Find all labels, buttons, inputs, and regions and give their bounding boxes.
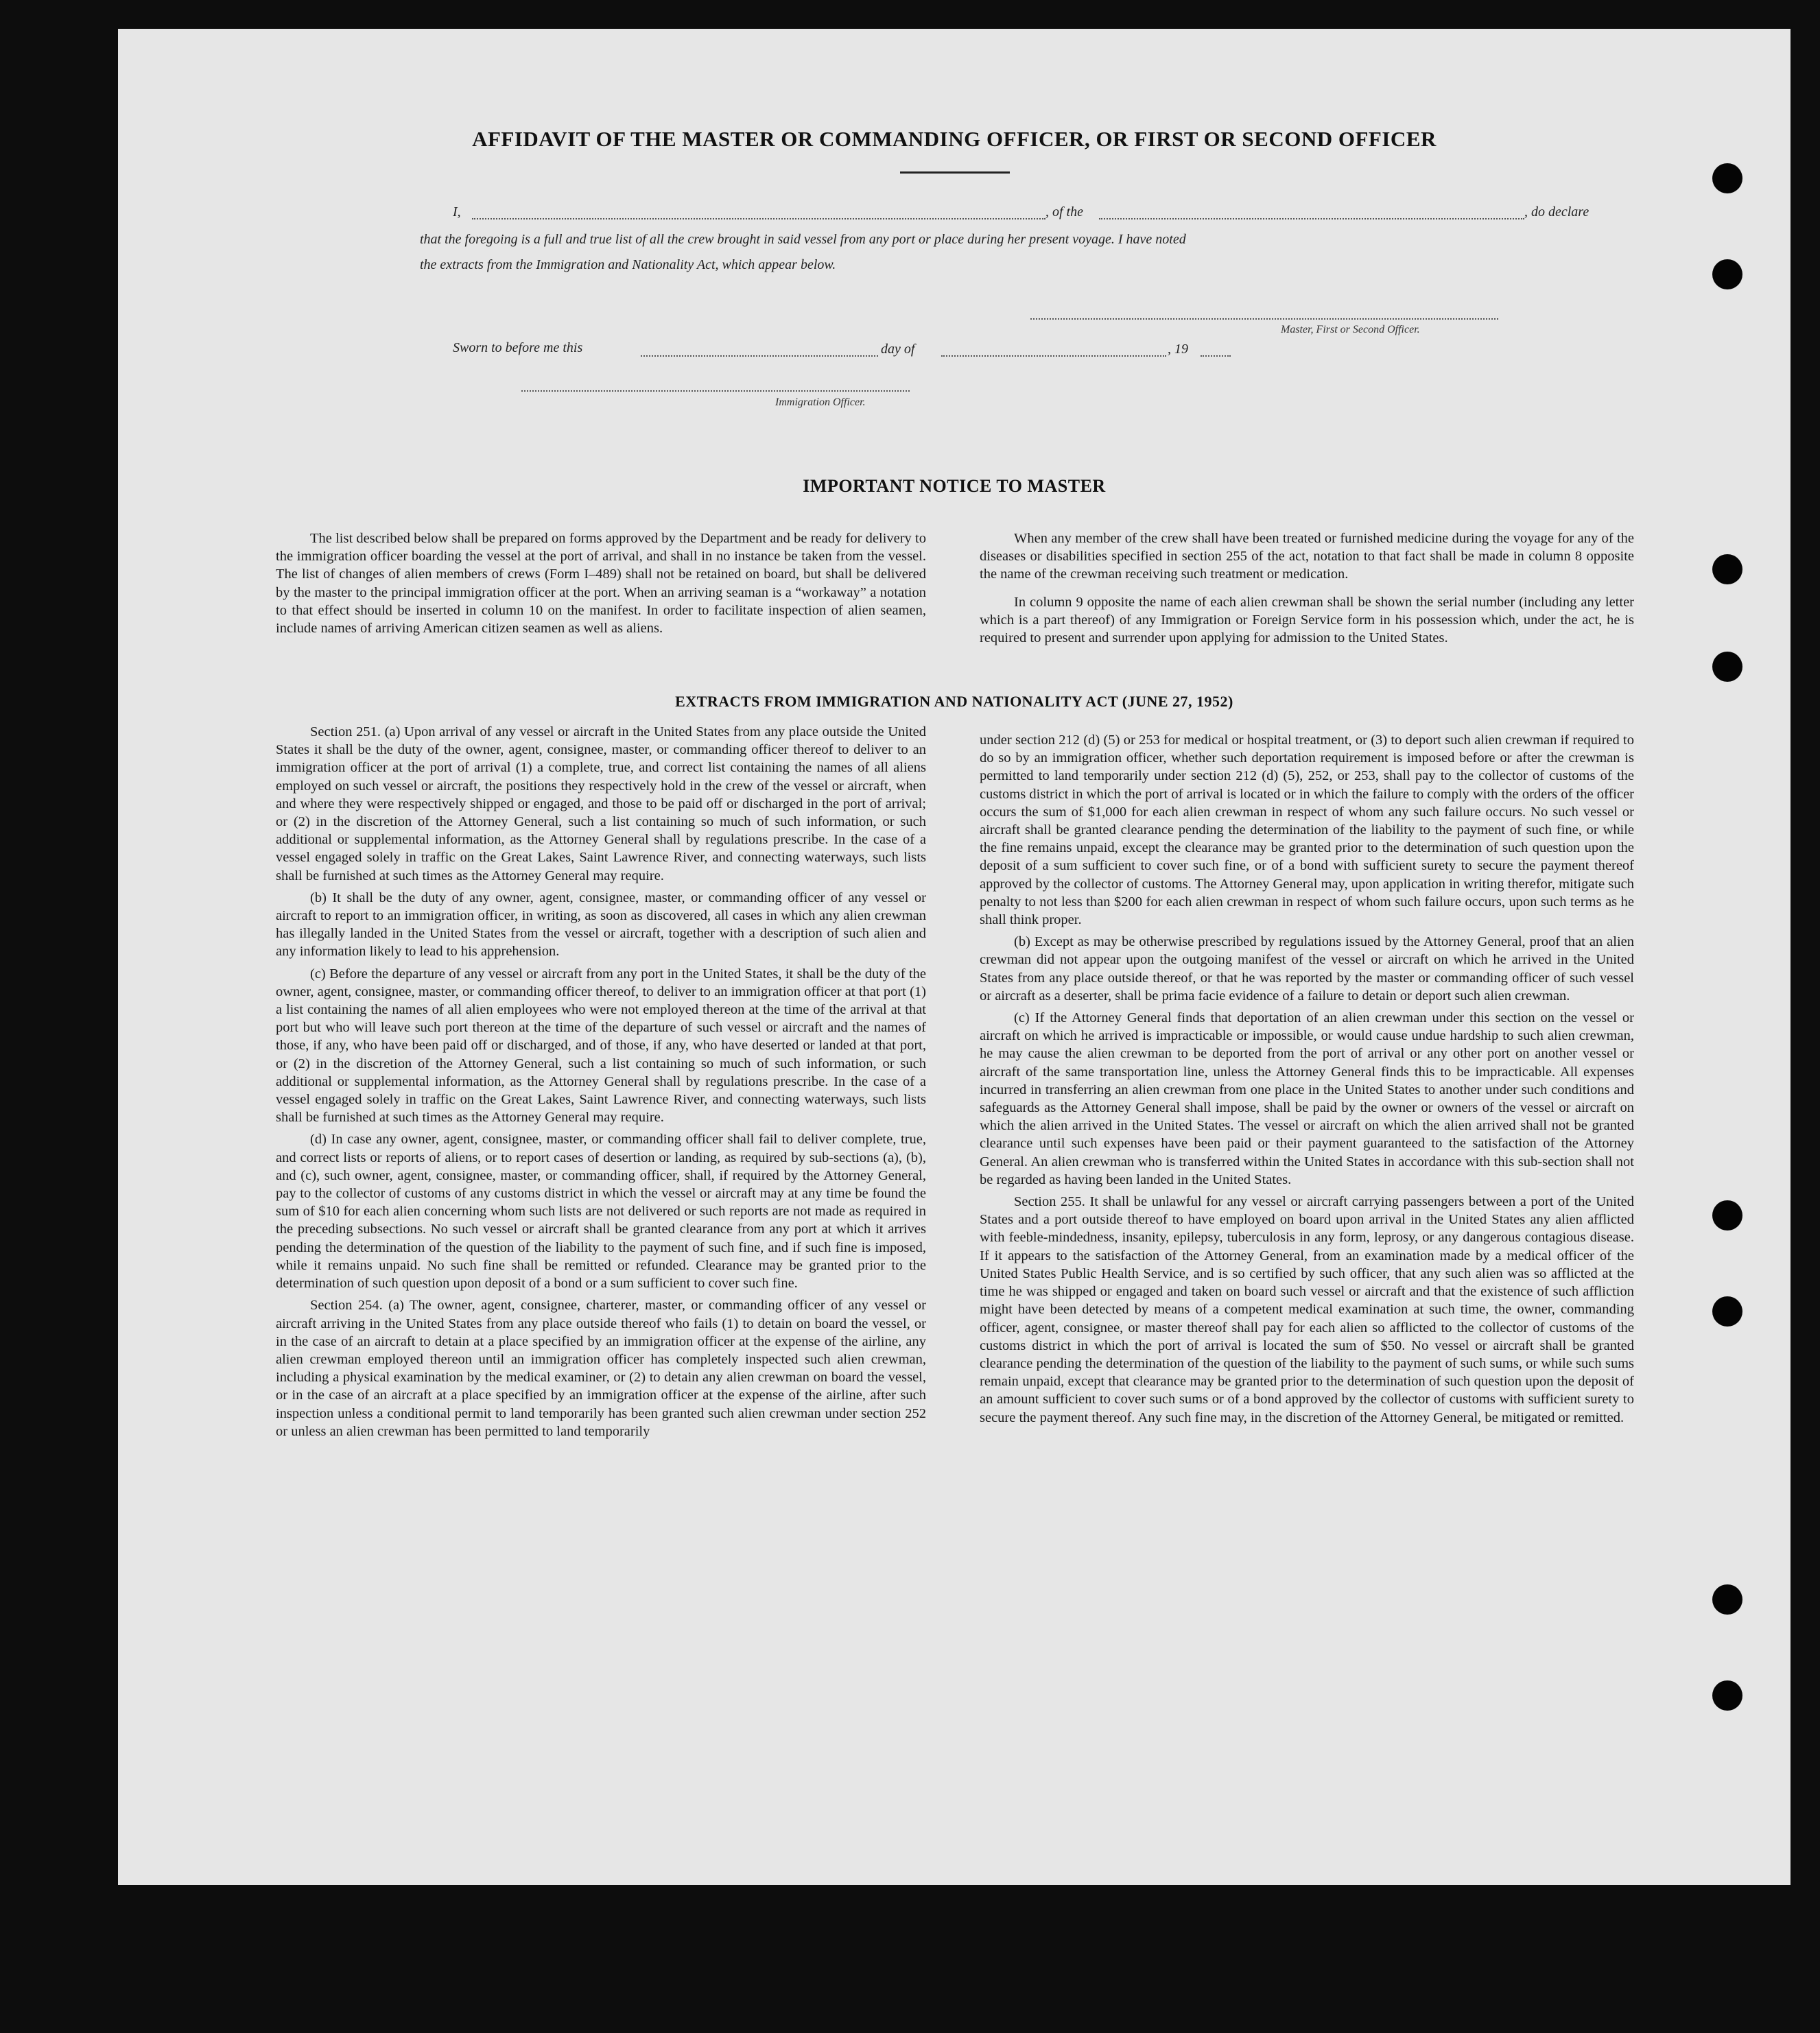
year-prefix-label: , 19 [1168, 342, 1188, 357]
sworn-label: Sworn to before me this [453, 340, 583, 355]
affidavit-of-the-label: , of the [1045, 204, 1083, 219]
sworn-year-field[interactable] [1201, 355, 1231, 357]
extracts-title: EXTRACTS FROM IMMIGRATION AND NATIONALITY ACT (JUNE 27, 1952) [675, 693, 1233, 710]
sworn-month-field[interactable] [941, 355, 1166, 357]
master-name-field[interactable] [472, 218, 1045, 219]
notice-title: IMPORTANT NOTICE TO MASTER [803, 476, 1106, 496]
immigration-officer-signature-field[interactable] [521, 390, 910, 392]
notice-left-column [276, 530, 926, 637]
binder-hole [1712, 652, 1742, 682]
binder-hole [1712, 1200, 1742, 1230]
section-251b-paragraph: (b) It shall be the duty of any owner, agent, consignee, master, or commanding officer of any vessel or aircraft to report to an immigration officer, in writing, as soon as discovered, all cases in which any alien crewman has illegally landed in the United States from the vessel or aircraft, together with a description of such alien and any information likely to lead to his apprehension. [276, 890, 926, 960]
affidavit-text-line2: that the foregoing is a full and true list of all the crew brought in said vessel from any port or place during her present voyage. I have noted [420, 232, 1186, 247]
day-of-label: day of [881, 342, 915, 357]
extracts-right-column [980, 731, 1634, 1427]
binder-hole [1712, 1680, 1742, 1711]
document-page [118, 29, 1791, 1885]
notice-left-paragraph: The list described below shall be prepared on forms approved by the Department and be ready for delivery to the immigration officer boarding the vessel at the port of arrival, and shall in no instance be taken from the vessel. The list of changes of alien members of crews (Form I–489) shall not be retained on board, but shall be delivered by the master to the principal immigration officer at the port. When an arriving seaman is a “workaway” a notation to that effect should be inserted in column 10 on the manifest. In order to facilitate inspection of alien seamen, include names of arriving American citizen seamen as well as aliens. [276, 531, 926, 637]
title-underline [900, 171, 1010, 174]
binder-hole [1712, 1296, 1742, 1327]
section-254a-continued-paragraph: under section 212 (d) (5) or 253 for medical or hospital treatment, or (3) to deport such alien crewman if required to do so by an immigration officer, whether such deportation requirement is imposed before or after the crewman is permitted to land temporarily under section 212 (d) (5), 252, or 253, shall pay to the collector of customs of the customs district in which the port of arrival is located or in which the failure to comply with the orders of the officer occurs the sum of $1,000 for each alien crewman in respect of whom any such failure occurs. No such vessel or aircraft shall be granted clearance pending the determination of the liability to the payment of such fine, or while the fine remains unpaid, except the clearance may be granted prior to the determination of such question upon the deposit of a sum sufficient to cover such fine, or of a bond with sufficient surety to secure the payment thereof approved by the collector of customs. The Attorney General may, upon application in writing therefor, mitigate such penalty to not less than $200 for each alien crewman in respect of whom such failure occurs, upon such terms as he shall think proper. [980, 733, 1634, 928]
binder-hole [1712, 163, 1742, 193]
section-254b-paragraph: (b) Except as may be otherwise prescribed by regulations issued by the Attorney General, proof that an alien crewman did not appear upon the outgoing manifest of the vessel or aircraft on which he arrived in the United States from any place outside thereof, or that he was reported by the master or commanding officer of such vessel or aircraft as a deserter, shall be prima facie evidence of a failure to detain or deport such alien crewman. [980, 934, 1634, 1003]
binder-hole [1712, 259, 1742, 289]
binder-hole [1712, 554, 1742, 584]
extracts-left-column [276, 723, 926, 1440]
section-255-paragraph: Section 255. It shall be unlawful for any vessel or aircraft carrying passengers between a port of the United States and a port outside thereof to have employed on board upon arrival in the United States any alien afflicted with feeble-mindedness, insanity, epilepsy, tuberculosis in any form, leprosy, or any dangerous contagious disease. If it appears to the satisfaction of the Attorney General, from an examination made by a medical officer of the United States Public Health Service, and is so certified by such officer, that any such alien was so afflicted at the time he was shipped or engaged and taken on board such vessel or aircraft and that the existence of such affliction might have been detected by means of a competent medical examination at such time, the owner, commanding officer, agent, consignee, or master thereof shall pay for each alien so afflicted to the collector of customs of the customs district in which the port of arrival is located the sum of $50. No vessel or aircraft shall be granted clearance pending the determination of the question of the liability to the payment of such sums, or while such sums remain unpaid, except that clearance may be granted prior to the determination of such question upon the deposit of an amount sufficient to cover such sums or of a bond approved by the collector of customs with sufficient surety to secure the payment thereof. Any such fine may, in the discretion of the Attorney General, be mitigated or remitted. [980, 1194, 1634, 1425]
section-254a-paragraph: Section 254. (a) The owner, agent, consignee, charterer, master, or commanding officer of any vessel or aircraft arriving in the United States from any place outside thereof who fails (1) to detain on board the vessel, or in the case of an aircraft to detain at a place specified by an immigration officer at the expense of the airline, any alien crewman employed thereon until an immigration officer has completely inspected such alien crewman, including a physical examination by the medical examiner, or (2) to detain any alien crewman on board the vessel, or in the case of an aircraft at a place specified by an immigration officer at the expense of the airline, after such inspection unless a conditional permit to land temporarily has been granted such alien crewman under section 252 or unless an alien crewman has been permitted to land temporarily [276, 1298, 926, 1439]
sworn-day-field[interactable] [641, 355, 878, 357]
affidavit-i-label: I, [453, 204, 461, 219]
binder-hole [1712, 1584, 1742, 1615]
notice-right-paragraph-1: When any member of the crew shall have been treated or furnished medicine during the voyage for any of the diseases or disabilities specified in section 255 of the act, notation to that fact shall be made in column 8 opposite the name of the crewman receiving such treatment or medication. [980, 531, 1634, 582]
affidavit-declare-label: , do declare [1524, 204, 1589, 219]
affidavit-text-line3: the extracts from the Immigration and Nationality Act, which appear below. [420, 257, 836, 272]
master-signature-caption: Master, First or Second Officer. [1281, 324, 1420, 335]
affidavit-title: AFFIDAVIT OF THE MASTER OR COMMANDING OFFICER, OR FIRST OR SECOND OFFICER [472, 127, 1437, 151]
section-251c-paragraph: (c) Before the departure of any vessel or aircraft from any port in the United States, it shall be the duty of the owner, agent, consignee, master, or commanding officer thereof, to deliver to an immigration officer at that port (1) a list containing the names of all alien employees who were not employed thereon at the time of the arrival at that port but who will leave such port thereon at the time of the departure of such vessel or aircraft and the names of those, if any, who have been paid off or discharged, and of those, if any, who have deserted or landed at that port, or (2) in the discretion of the Attorney General, such a list containing so much of such information, or such additional or supplemental information, as the Attorney General shall by regulations prescribe. In the case of a vessel engaged solely in traffic on the Great Lakes, Saint Lawrence River, and connecting waterways, such lists shall be furnished at such times as the Attorney General may require. [276, 966, 926, 1126]
section-254c-paragraph: (c) If the Attorney General finds that deportation of an alien crewman under this section on the vessel or aircraft on which he arrived is impracticable or impossible, or would cause undue hardship to such alien crewman, he may cause the alien crewman to be deported from the port of arrival or any other port on another vessel or aircraft of the same transportation line, unless the Attorney General finds this to be impracticable. All expenses incurred in transferring an alien crewman from one place in the United States to another under such conditions and safeguards as the Attorney General shall impose, shall be paid by the owner or owners of the vessel or aircraft on which the alien arrived in the United States. The vessel or aircraft on which the alien arrived shall not be granted clearance until such expenses have been paid or their payment guaranteed to the satisfaction of the Attorney General. An alien crewman who is transferred within the United States in accordance with this sub-section shall not be regarded as having been landed in the United States. [980, 1010, 1634, 1187]
immigration-officer-caption: Immigration Officer. [775, 396, 866, 408]
notice-right-column [980, 530, 1634, 647]
section-251d-paragraph: (d) In case any owner, agent, consignee, master, or commanding officer shall fail to deliver complete, true, and correct lists or reports of aliens, or to report cases of desertion or landing, as required by sub-sections (a), (b), and (c), such owner, agent, consignee, master, or commanding officer, shall, if required by the Attorney General, pay to the collector of customs of any customs district in which the vessel or aircraft may at any time be found the sum of $10 for each alien concerning whom such lists are not delivered or such reports are not made as required in the preceding subsections. No such vessel or aircraft shall be granted clearance from any port at which it arrives pending the determination of the question of the liability to the payment of such fine, and if such fine is imposed, while it remains unpaid. No such fine shall be remitted or refunded. Clearance may be granted prior to the determination of such question upon deposit of a bond or a sum sufficient to cover such fine. [276, 1132, 926, 1292]
notice-right-paragraph-2: In column 9 opposite the name of each alien crewman shall be shown the serial number (including any letter which is a part thereof) of any Immigration or Foreign Service form in his possession which, under the act, he is required to present and surrender upon applying for admission to the United States. [980, 594, 1634, 646]
section-251a-paragraph: Section 251. (a) Upon arrival of any vessel or aircraft in the United States from any place outside the United States it shall be the duty of the owner, agent, consignee, master, or commanding officer thereof to deliver to an immigration officer at the port of arrival (1) a complete, true, and correct list containing the names of all aliens employed on such vessel or aircraft, the positions they respectively hold in the crew of the vessel or aircraft, when and where they were respectively shipped or engaged, and those to be paid off or discharged in the port of arrival; or (2) in the discretion of the Attorney General, such a list containing so much of such information, or such additional or supplemental information, as the Attorney General shall by regulations prescribe. In the case of a vessel engaged solely in traffic on the Great Lakes, Saint Lawrence River, and connecting waterways, such lists shall be furnished at such times as the Attorney General may require. [276, 724, 926, 883]
master-signature-field[interactable] [1030, 318, 1498, 320]
vessel-name-field[interactable] [1099, 218, 1524, 219]
